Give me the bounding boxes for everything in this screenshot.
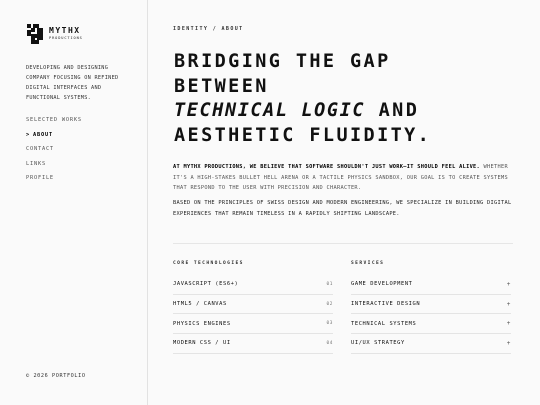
list-item[interactable]: GAME DEVELOPMENT + [351, 275, 511, 295]
tagline: DEVELOPING AND DESIGNING COMPANY FOCUSING ON REFINED DIGITAL INTERFACES AND FUNCTIONAL SYSTEMS. [26, 65, 119, 101]
nav-item-profile[interactable]: PROFILE [26, 175, 54, 181]
mythx-logo-icon [27, 24, 43, 44]
chevron-right-icon: > [26, 131, 30, 138]
section-divider [173, 243, 513, 244]
page-title: BRIDGING THE GAP BETWEEN TECHNICAL LOGIC AND AESTHETIC FLUIDITY. [174, 51, 432, 146]
sidebar [0, 0, 148, 405]
copyright: © 2026 PORTFOLIO [26, 373, 86, 379]
nav-item-about[interactable]: > ABOUT [26, 131, 53, 138]
plus-icon: + [506, 320, 511, 328]
plus-icon: + [506, 300, 511, 308]
nav-item-contact[interactable]: CONTACT [26, 146, 54, 152]
list-item[interactable]: HTML5 / CANVAS 02 [173, 295, 333, 315]
plus-icon: + [506, 339, 511, 347]
breadcrumb: IDENTITY / ABOUT [173, 26, 244, 32]
list-item[interactable]: INTERACTIVE DESIGN + [351, 295, 511, 315]
core-technologies-title: CORE TECHNOLOGIES [173, 261, 244, 266]
main-content [148, 0, 540, 405]
brand-sub: PRODUCTIONS [49, 36, 83, 41]
list-item[interactable]: PHYSICS ENGINES 03 [173, 314, 333, 334]
list-item[interactable]: JAVASCRIPT (ES6+) 01 [173, 275, 333, 295]
brand-name: MYTHX [49, 26, 81, 36]
list-item[interactable]: UI/UX STRATEGY + [351, 334, 511, 354]
list-item[interactable]: TECHNICAL SYSTEMS + [351, 314, 511, 334]
principles-paragraph: BASED ON THE PRINCIPLES OF SWISS DESIGN AND MODERN ENGINEERING, WE SPECIALIZE IN BUILDING DIGITAL EXPERIENCES THAT REMAIN TIMELESS IN A RAPIDLY SHIFTING LANDSCAPE. [173, 200, 512, 217]
plus-icon: + [506, 280, 511, 288]
sidebar-nav [26, 117, 82, 190]
nav-item-links[interactable]: LINKS [26, 160, 46, 167]
services-title: SERVICES [351, 261, 385, 266]
services-list [351, 261, 511, 354]
nav-item-selected-works[interactable]: SELECTED WORKS [26, 117, 82, 123]
core-technologies-list [173, 261, 333, 354]
brand-logo[interactable] [27, 24, 83, 44]
intro-paragraph: AT MYTHX PRODUCTIONS, WE BELIEVE THAT SOFTWARE SHOULDN'T JUST WORK—IT SHOULD FEEL ALIVE. WHETHER IT'S A HIGH-STAKES BULLET HELL ARENA OR A TACTILE PHYSICS SANDBOX, OUR GOAL IS TO CREATE SYSTEMS THAT RESPOND TO THE USER WITH PRECISION AND CHARACTER. [173, 164, 508, 191]
list-item[interactable]: MODERN CSS / UI 04 [173, 334, 333, 354]
